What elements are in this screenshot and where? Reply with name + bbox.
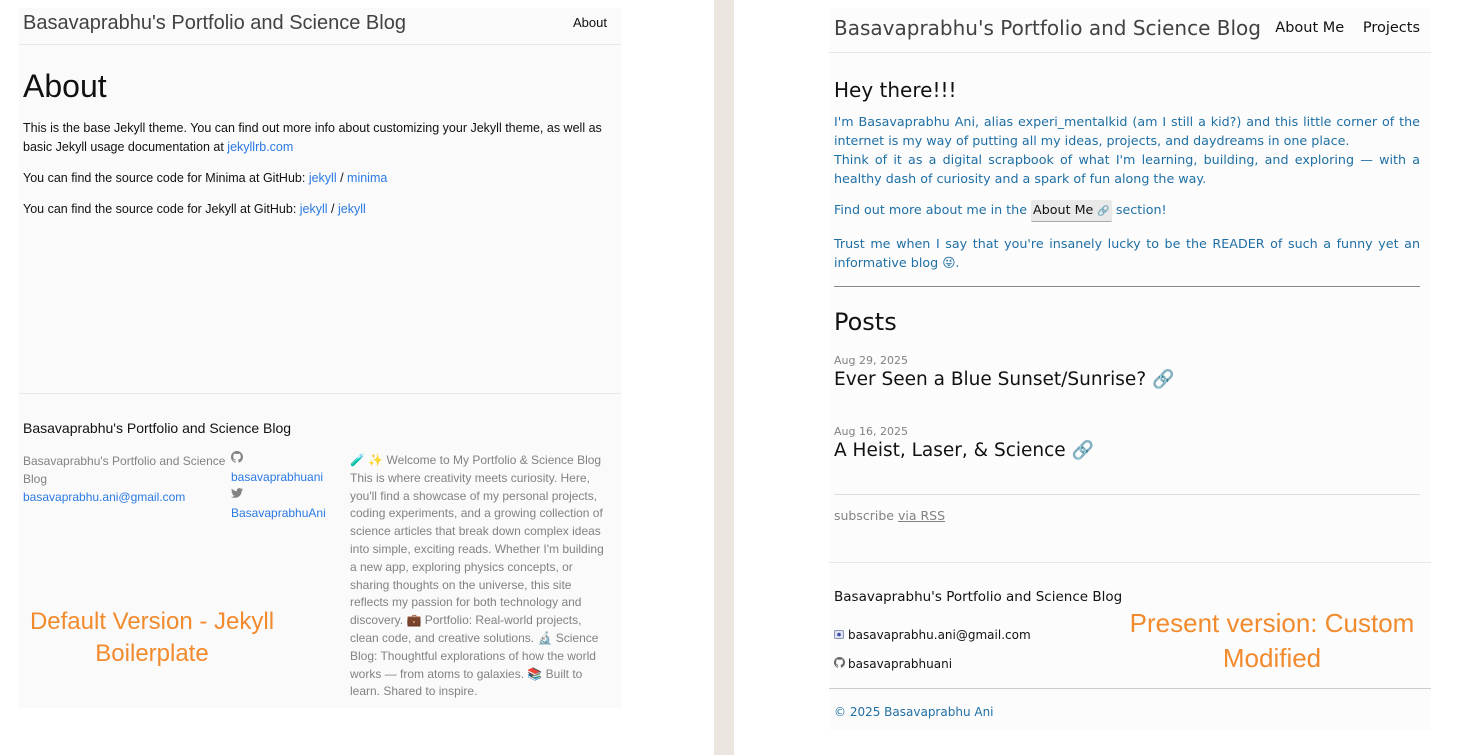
nav-projects-link[interactable]: Projects (1362, 20, 1420, 36)
footer-email (834, 628, 1031, 642)
site-nav (1261, 20, 1420, 36)
annotation-line-1: Present version: Custom (1129, 608, 1415, 638)
nav-about-me-link[interactable]: About Me (1275, 20, 1345, 36)
jekyll-text: You can find the source code for Jekyll at GitHub: (23, 202, 300, 216)
minima-source-paragraph (23, 169, 613, 188)
footer-github-link[interactable]: basavaprabhuani (231, 470, 324, 484)
footer-bottom-divider (829, 688, 1431, 689)
footer-email-link[interactable]: basavaprabhu.ani@gmail.com (848, 628, 1031, 642)
post-item (834, 354, 1174, 390)
footer-title: Basavaprabhu's Portfolio and Science Blog (23, 420, 292, 436)
annotation-line-2: Boilerplate (95, 640, 209, 667)
post-item (834, 425, 1094, 461)
intro-line-1: I'm Basavaprabhu Ani, alias experi_mentalkid (am I still a kid?) and this little corner of the internet is my way of putting all my ideas, projects, and daydreams in one place. (834, 114, 1420, 148)
trust-paragraph: Trust me when I say that you're insanely lucky to be the READER of such a funny yet an informative blog 😜. (834, 236, 1420, 270)
site-header (19, 8, 621, 45)
annotation-line-2: Modified (1222, 643, 1322, 673)
site-header (829, 8, 1431, 53)
footer-social-column (231, 450, 341, 522)
footer-twitter-link[interactable]: BasavaprabhuAni (231, 506, 326, 520)
section-text: section! (1111, 202, 1167, 217)
minima-repo-link[interactable]: minima (347, 171, 388, 185)
link-icon: 🔗 (1152, 369, 1175, 390)
github-icon (231, 450, 341, 468)
site-title-link[interactable]: Basavaprabhu's Portfolio and Science Blog (834, 16, 1261, 40)
post-title: A Heist, Laser, & Science (834, 440, 1066, 461)
twitter-icon (231, 486, 341, 504)
separator: / (336, 171, 348, 185)
default-version-annotation (20, 606, 284, 670)
link-icon: 🔗 (1097, 206, 1110, 217)
footer-divider (829, 562, 1431, 563)
jekyll-source-paragraph (23, 200, 613, 219)
subscribe-text: subscribe (834, 508, 898, 523)
rss-link[interactable]: via RSS (897, 508, 946, 523)
github-icon (834, 657, 848, 671)
home-intro (834, 78, 1420, 284)
intro-paragraph (23, 119, 613, 157)
post-date: Aug 16, 2025 (834, 425, 908, 438)
email-icon (834, 629, 848, 642)
footer-email-link[interactable]: basavaprabhu.ani@gmail.com (23, 490, 186, 504)
copyright: © 2025 Basavaprabhu Ani (834, 705, 994, 719)
jekyll-org-link[interactable]: jekyll (308, 171, 337, 185)
footer-github (834, 657, 952, 671)
footer-description: 🧪 ✨ Welcome to My Portfolio & Science Blog This is where creativity meets curiosity. Here, you'll find a showcase of my personal projects, coding experiments, and a growing collection of science articles that break down complex ideas into simple, exciting reads. Whether I'm building a new app, exploring physics concepts, or sharing thoughts on the universe, this site reflects my passion for both technology and discovery. 💼 Portfolio: Real-world projects, clean code, and creative solutions. 🔬 Science Blog: Thoughtful explorations of how the world works — from atoms to galaxies. 📚 Built to learn. Shared to inspire. (350, 453, 604, 699)
site-title-link[interactable]: Basavaprabhu's Portfolio and Science Blog (23, 12, 406, 34)
separator-2: / (327, 202, 338, 216)
about-me-link-label: About Me (1033, 202, 1094, 217)
jekyll-repo-link[interactable]: jekyll (338, 202, 366, 216)
jekyll-org-link-2[interactable]: jekyll (299, 202, 328, 216)
minima-text: You can find the source code for Minima at GitHub: (23, 171, 309, 185)
jekyllrb-link[interactable]: jekyllrb.com (227, 140, 294, 154)
greeting-heading: Hey there!!! (834, 78, 957, 102)
default-jekyll-page (19, 8, 621, 708)
post-date: Aug 29, 2025 (834, 354, 908, 367)
intro-text: This is the base Jekyll theme. You can find out more info about customizing your Jekyll theme, as well as basic Jekyll usage documentation at (23, 121, 602, 154)
footer-title: Basavaprabhu's Portfolio and Science Blog (834, 589, 1123, 605)
intro-paragraph (834, 112, 1420, 188)
present-version-annotation (1122, 606, 1422, 676)
section-divider (834, 494, 1420, 495)
footer-contact-column (23, 452, 228, 506)
intro-line-2: Think of it as a digital scrapbook of what I'm learning, building, and exploring — with a healthy dash of curiosity and a spark of fun along the way. (834, 152, 1420, 186)
post-title-link[interactable] (834, 369, 1174, 390)
section-divider (834, 286, 1420, 287)
subscribe-line (834, 508, 945, 523)
find-out-text: Find out more about me in the (834, 202, 1032, 217)
post-title: Ever Seen a Blue Sunset/Sunrise? (834, 369, 1147, 390)
footer-site-name: Basavaprabhu's Portfolio and Science Blog (23, 454, 226, 486)
annotation-line-1: Default Version - Jekyll (29, 608, 275, 635)
post-title-link[interactable] (834, 440, 1094, 461)
posts-heading: Posts (834, 308, 897, 336)
page-title: About (23, 68, 107, 104)
find-out-paragraph (834, 200, 1420, 222)
panel-divider (714, 0, 734, 755)
about-me-link[interactable] (1031, 200, 1112, 222)
link-icon: 🔗 (1071, 440, 1094, 461)
nav-about-link[interactable]: About (573, 15, 607, 30)
footer-github-link[interactable]: basavaprabhuani (848, 657, 953, 671)
page-content (23, 68, 613, 231)
